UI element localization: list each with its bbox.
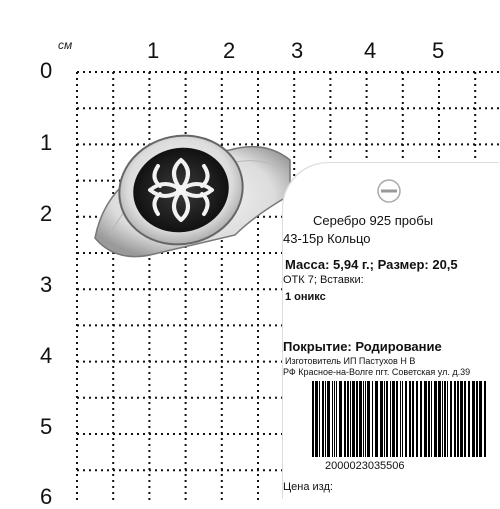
x-label-4: 4 <box>364 38 377 63</box>
barcode-bar <box>344 381 346 457</box>
barcode-bar <box>431 381 432 457</box>
barcode-bar <box>454 381 456 457</box>
barcode-bar <box>363 381 364 457</box>
x-label-3: 3 <box>291 38 304 63</box>
barcode-bar <box>438 381 441 457</box>
y-label-0: 0 <box>40 58 53 83</box>
barcode-bar <box>390 381 391 457</box>
barcode-bar <box>392 381 395 457</box>
tag-metal: Серебро 925 пробы <box>313 213 434 228</box>
barcode-bar <box>322 381 324 457</box>
barcode-bar <box>372 381 373 457</box>
barcode-bar <box>400 381 401 457</box>
barcode-bar <box>472 381 475 457</box>
barcode-bar <box>339 381 342 457</box>
barcode-bar <box>365 381 366 457</box>
y-label-1: 1 <box>40 130 53 155</box>
unit-label: см <box>58 38 73 52</box>
barcode-bar <box>396 381 398 457</box>
barcode-bar <box>367 381 370 457</box>
barcode-bar <box>450 381 452 457</box>
tag-maker: Изготовитель ИП Пастухов Н В <box>285 356 416 366</box>
barcode-bar <box>464 381 466 457</box>
barcode-bar <box>405 381 407 457</box>
barcode-bar <box>434 381 437 457</box>
barcode-bar <box>359 381 362 457</box>
barcode-bar <box>356 381 358 457</box>
tag-coating: Покрытие: Родирование <box>283 339 442 354</box>
barcode-bar <box>484 381 486 457</box>
tag-stones: 1 оникс <box>285 291 326 303</box>
barcode-bar <box>402 381 403 457</box>
x-label-5: 5 <box>432 38 445 63</box>
y-label-5: 5 <box>40 414 53 439</box>
tag-hole-icon <box>374 176 404 206</box>
barcode-bar <box>319 381 320 457</box>
barcode-number: 2000023035506 <box>325 460 405 472</box>
barcode-bar <box>386 381 388 457</box>
barcode-bar <box>350 381 351 457</box>
barcode-bar <box>479 381 482 457</box>
barcode-bar <box>412 381 414 457</box>
barcode-bar <box>468 381 470 457</box>
barcode-bar <box>428 381 430 457</box>
barcode-bar <box>336 381 337 457</box>
barcode-bar <box>375 381 378 457</box>
barcode-bar <box>442 381 443 457</box>
y-label-2: 2 <box>40 201 53 226</box>
tag-article: 43-15р Кольцо <box>283 231 371 246</box>
y-label-3: 3 <box>40 272 53 297</box>
y-label-4: 4 <box>40 343 53 368</box>
tag-weight-size: Масса: 5,94 г.; Размер: 20,5 <box>285 257 458 272</box>
barcode-bar <box>416 381 418 457</box>
barcode-bar <box>420 381 422 457</box>
barcode-bar <box>476 381 478 457</box>
barcode-bar <box>312 381 314 457</box>
barcode <box>310 381 490 461</box>
y-label-6: 6 <box>40 484 53 509</box>
barcode-bar <box>352 381 355 457</box>
barcode-bar <box>325 381 326 457</box>
tag-otk: ОТК 7; Вставки: <box>283 274 364 286</box>
barcode-bar <box>347 381 349 457</box>
barcode-bar <box>424 381 427 457</box>
barcode-bar <box>409 381 411 457</box>
barcode-bar <box>327 381 330 457</box>
barcode-bar <box>447 381 448 457</box>
barcode-bar <box>460 381 463 457</box>
barcode-bar <box>315 381 318 457</box>
x-label-1: 1 <box>147 38 160 63</box>
price-label: Цена изд: <box>283 481 333 493</box>
barcode-bar <box>380 381 383 457</box>
x-label-2: 2 <box>223 38 236 63</box>
barcode-bar <box>444 381 446 457</box>
barcode-bar <box>384 381 385 457</box>
barcode-bar <box>457 381 459 457</box>
barcode-bar <box>334 381 335 457</box>
barcode-bar <box>332 381 333 457</box>
price-tag <box>283 163 500 500</box>
tag-address: РФ Красное-на-Волге пгт. Советская ул. д.39 <box>283 367 471 377</box>
